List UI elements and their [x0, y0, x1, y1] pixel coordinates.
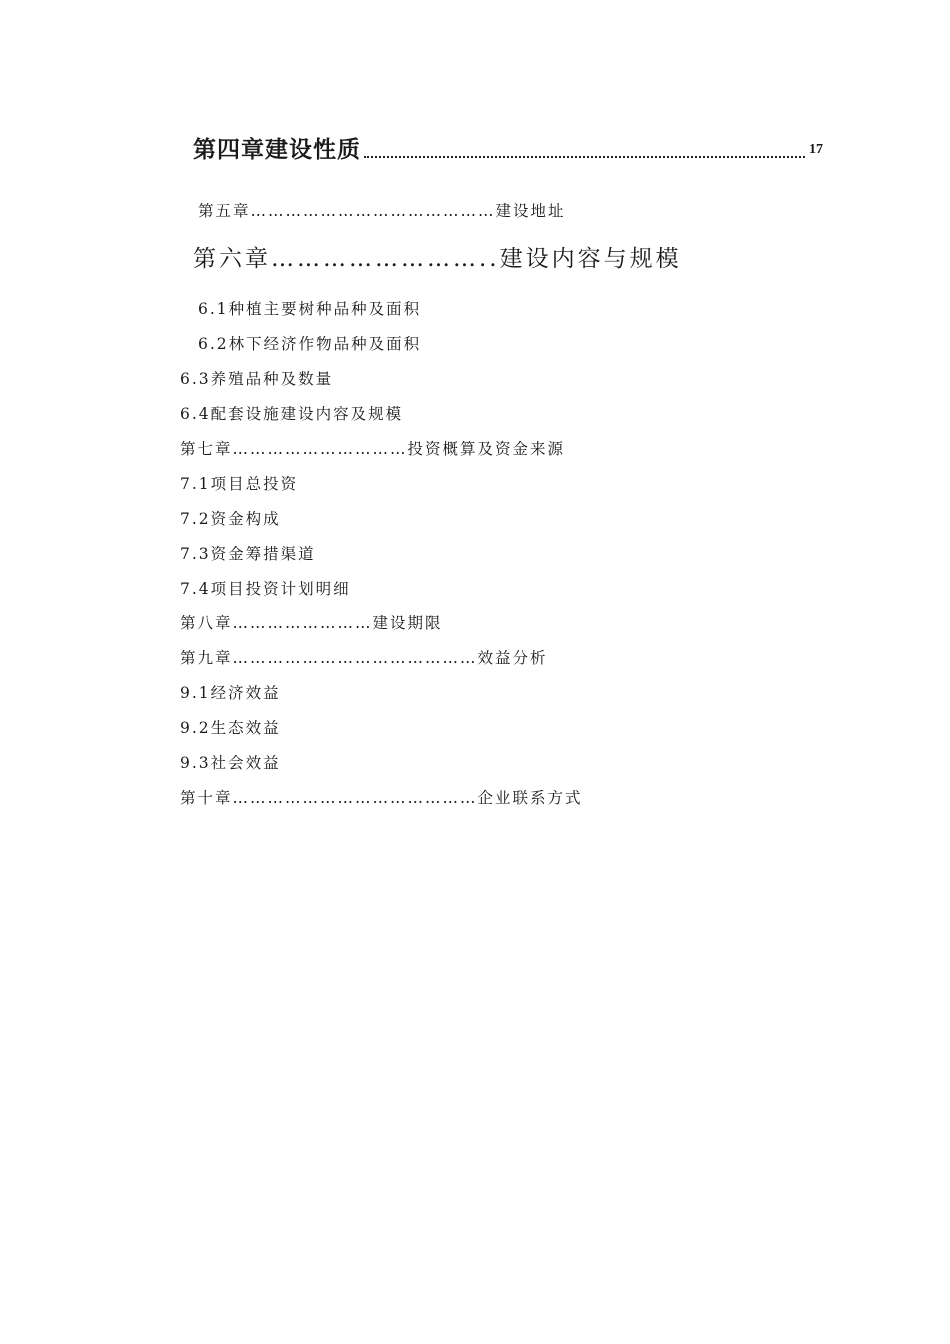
toc-entry-section-7-3[interactable]: 7.3资金筹措渠道 [180, 545, 316, 563]
toc-entry-chapter-8[interactable]: 第八章……………………建设期限 [180, 614, 443, 632]
toc-entry-chapter-9[interactable]: 第九章……………………………………效益分析 [180, 649, 548, 667]
toc-entry-chapter-10[interactable]: 第十章……………………………………企业联系方式 [180, 789, 583, 807]
toc-entry-chapter-4[interactable] [193, 133, 823, 167]
toc-entry-section-9-3[interactable]: 9.3社会效益 [180, 754, 281, 772]
toc-entry-section-6-4[interactable]: 6.4配套设施建设内容及规模 [180, 405, 404, 423]
toc-entry-section-6-3[interactable]: 6.3养殖品种及数量 [180, 370, 334, 388]
toc-chapter-4-title: 第四章建设性质 [193, 137, 361, 163]
toc-entry-section-6-1[interactable]: 6.1种植主要树种品种及面积 [198, 300, 422, 318]
toc-entry-section-9-1[interactable]: 9.1经济效益 [180, 684, 281, 702]
toc-entry-section-7-2[interactable]: 7.2资金构成 [180, 510, 281, 528]
toc-chapter-4-page: 17 [809, 142, 823, 157]
toc-entry-section-7-1[interactable]: 7.1项目总投资 [180, 475, 299, 493]
toc-entry-chapter-5[interactable]: 第五章……………………………………建设地址 [198, 202, 566, 220]
toc-entry-section-7-4[interactable]: 7.4项目投资计划明细 [180, 580, 351, 598]
toc-entry-section-6-2[interactable]: 6.2林下经济作物品种及面积 [198, 335, 422, 353]
toc-entry-chapter-6[interactable]: 第六章……………………..建设内容与规模 [193, 246, 682, 272]
toc-entry-chapter-7[interactable]: 第七章…………………………投资概算及资金来源 [180, 440, 566, 458]
toc-dot-leader [364, 155, 805, 158]
toc-entry-section-9-2[interactable]: 9.2生态效益 [180, 719, 281, 737]
